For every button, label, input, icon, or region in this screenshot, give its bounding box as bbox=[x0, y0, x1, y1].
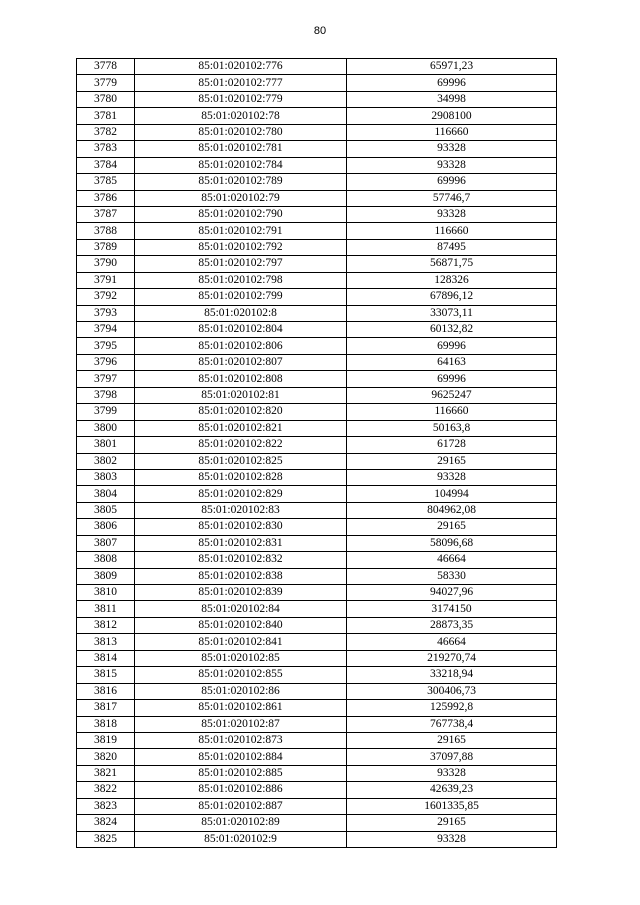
row-number-cell: 3804 bbox=[77, 486, 135, 502]
table-row bbox=[77, 552, 557, 568]
table-row bbox=[77, 108, 557, 124]
row-number-cell: 3819 bbox=[77, 732, 135, 748]
row-number-cell: 3816 bbox=[77, 683, 135, 699]
row-number-cell: 3800 bbox=[77, 420, 135, 436]
cadastral-number-cell: 85:01:020102:841 bbox=[135, 634, 347, 650]
value-cell: 1601335,85 bbox=[347, 798, 557, 814]
row-number-cell: 3807 bbox=[77, 535, 135, 551]
table-row bbox=[77, 437, 557, 453]
value-cell: 2908100 bbox=[347, 108, 557, 124]
table-row bbox=[77, 749, 557, 765]
table-row bbox=[77, 535, 557, 551]
cadastral-number-cell: 85:01:020102:8 bbox=[135, 305, 347, 321]
value-cell: 42639,23 bbox=[347, 782, 557, 798]
table-row bbox=[77, 387, 557, 403]
row-number-cell: 3779 bbox=[77, 75, 135, 91]
cadastral-number-cell: 85:01:020102:829 bbox=[135, 486, 347, 502]
value-cell: 93328 bbox=[347, 157, 557, 173]
value-cell: 804962,08 bbox=[347, 502, 557, 518]
table-row bbox=[77, 404, 557, 420]
table-row bbox=[77, 716, 557, 732]
table-row bbox=[77, 354, 557, 370]
table-row bbox=[77, 815, 557, 831]
row-number-cell: 3794 bbox=[77, 322, 135, 338]
value-cell: 125992,8 bbox=[347, 700, 557, 716]
cadastral-number-cell: 85:01:020102:779 bbox=[135, 91, 347, 107]
table-row bbox=[77, 732, 557, 748]
row-number-cell: 3803 bbox=[77, 469, 135, 485]
cadastral-number-cell: 85:01:020102:832 bbox=[135, 552, 347, 568]
row-number-cell: 3820 bbox=[77, 749, 135, 765]
row-number-cell: 3810 bbox=[77, 585, 135, 601]
value-cell: 9625247 bbox=[347, 387, 557, 403]
value-cell: 29165 bbox=[347, 732, 557, 748]
table-row bbox=[77, 223, 557, 239]
row-number-cell: 3782 bbox=[77, 124, 135, 140]
row-number-cell: 3780 bbox=[77, 91, 135, 107]
value-cell: 3174150 bbox=[347, 601, 557, 617]
row-number-cell: 3796 bbox=[77, 354, 135, 370]
cadastral-number-cell: 85:01:020102:799 bbox=[135, 289, 347, 305]
table-row bbox=[77, 141, 557, 157]
value-cell: 94027,96 bbox=[347, 585, 557, 601]
page-number: 80 bbox=[313, 25, 327, 37]
table-row bbox=[77, 634, 557, 650]
row-number-cell: 3778 bbox=[77, 59, 135, 75]
value-cell: 37097,88 bbox=[347, 749, 557, 765]
cadastral-number-cell: 85:01:020102:808 bbox=[135, 371, 347, 387]
row-number-cell: 3825 bbox=[77, 831, 135, 847]
row-number-cell: 3822 bbox=[77, 782, 135, 798]
table-row bbox=[77, 91, 557, 107]
row-number-cell: 3812 bbox=[77, 617, 135, 633]
value-cell: 69996 bbox=[347, 338, 557, 354]
cadastral-number-cell: 85:01:020102:831 bbox=[135, 535, 347, 551]
row-number-cell: 3824 bbox=[77, 815, 135, 831]
cadastral-number-cell: 85:01:020102:804 bbox=[135, 322, 347, 338]
cadastral-number-cell: 85:01:020102:791 bbox=[135, 223, 347, 239]
table-row bbox=[77, 190, 557, 206]
table-row bbox=[77, 239, 557, 255]
cadastral-number-cell: 85:01:020102:777 bbox=[135, 75, 347, 91]
row-number-cell: 3799 bbox=[77, 404, 135, 420]
table-row bbox=[77, 256, 557, 272]
value-cell: 58096,68 bbox=[347, 535, 557, 551]
value-cell: 69996 bbox=[347, 75, 557, 91]
cadastral-number-cell: 85:01:020102:780 bbox=[135, 124, 347, 140]
value-cell: 61728 bbox=[347, 437, 557, 453]
cadastral-number-cell: 85:01:020102:781 bbox=[135, 141, 347, 157]
cadastral-value-table bbox=[76, 58, 557, 848]
table-row bbox=[77, 338, 557, 354]
value-cell: 219270,74 bbox=[347, 650, 557, 666]
table-row bbox=[77, 75, 557, 91]
value-cell: 29165 bbox=[347, 453, 557, 469]
cadastral-number-cell: 85:01:020102:79 bbox=[135, 190, 347, 206]
value-cell: 56871,75 bbox=[347, 256, 557, 272]
value-cell: 64163 bbox=[347, 354, 557, 370]
row-number-cell: 3790 bbox=[77, 256, 135, 272]
cadastral-number-cell: 85:01:020102:790 bbox=[135, 206, 347, 222]
cadastral-number-cell: 85:01:020102:884 bbox=[135, 749, 347, 765]
table-row bbox=[77, 322, 557, 338]
table-row bbox=[77, 289, 557, 305]
table-row bbox=[77, 486, 557, 502]
row-number-cell: 3813 bbox=[77, 634, 135, 650]
row-number-cell: 3785 bbox=[77, 174, 135, 190]
row-number-cell: 3818 bbox=[77, 716, 135, 732]
cadastral-number-cell: 85:01:020102:86 bbox=[135, 683, 347, 699]
table-row bbox=[77, 124, 557, 140]
value-cell: 767738,4 bbox=[347, 716, 557, 732]
value-cell: 93328 bbox=[347, 765, 557, 781]
value-cell: 128326 bbox=[347, 272, 557, 288]
cadastral-number-cell: 85:01:020102:822 bbox=[135, 437, 347, 453]
cadastral-number-cell: 85:01:020102:885 bbox=[135, 765, 347, 781]
cadastral-number-cell: 85:01:020102:85 bbox=[135, 650, 347, 666]
table-row bbox=[77, 798, 557, 814]
cadastral-number-cell: 85:01:020102:828 bbox=[135, 469, 347, 485]
cadastral-number-cell: 85:01:020102:784 bbox=[135, 157, 347, 173]
value-cell: 93328 bbox=[347, 206, 557, 222]
value-cell: 69996 bbox=[347, 371, 557, 387]
value-cell: 300406,73 bbox=[347, 683, 557, 699]
row-number-cell: 3791 bbox=[77, 272, 135, 288]
value-cell: 33218,94 bbox=[347, 667, 557, 683]
table-row bbox=[77, 272, 557, 288]
cadastral-number-cell: 85:01:020102:840 bbox=[135, 617, 347, 633]
row-number-cell: 3802 bbox=[77, 453, 135, 469]
row-number-cell: 3797 bbox=[77, 371, 135, 387]
table-row bbox=[77, 667, 557, 683]
table-row bbox=[77, 765, 557, 781]
row-number-cell: 3792 bbox=[77, 289, 135, 305]
table-row bbox=[77, 585, 557, 601]
value-cell: 104994 bbox=[347, 486, 557, 502]
row-number-cell: 3781 bbox=[77, 108, 135, 124]
row-number-cell: 3801 bbox=[77, 437, 135, 453]
table-row bbox=[77, 469, 557, 485]
cadastral-number-cell: 85:01:020102:855 bbox=[135, 667, 347, 683]
value-cell: 116660 bbox=[347, 223, 557, 239]
table-row bbox=[77, 519, 557, 535]
row-number-cell: 3784 bbox=[77, 157, 135, 173]
table-row bbox=[77, 683, 557, 699]
cadastral-number-cell: 85:01:020102:776 bbox=[135, 59, 347, 75]
table-row bbox=[77, 650, 557, 666]
table-row bbox=[77, 502, 557, 518]
value-cell: 33073,11 bbox=[347, 305, 557, 321]
row-number-cell: 3788 bbox=[77, 223, 135, 239]
cadastral-number-cell: 85:01:020102:89 bbox=[135, 815, 347, 831]
row-number-cell: 3823 bbox=[77, 798, 135, 814]
table-row bbox=[77, 420, 557, 436]
table-row bbox=[77, 157, 557, 173]
row-number-cell: 3809 bbox=[77, 568, 135, 584]
row-number-cell: 3795 bbox=[77, 338, 135, 354]
cadastral-number-cell: 85:01:020102:839 bbox=[135, 585, 347, 601]
table-row bbox=[77, 453, 557, 469]
table-row bbox=[77, 206, 557, 222]
row-number-cell: 3814 bbox=[77, 650, 135, 666]
cadastral-number-cell: 85:01:020102:792 bbox=[135, 239, 347, 255]
row-number-cell: 3787 bbox=[77, 206, 135, 222]
cadastral-number-cell: 85:01:020102:78 bbox=[135, 108, 347, 124]
table-row bbox=[77, 305, 557, 321]
value-cell: 93328 bbox=[347, 141, 557, 157]
value-cell: 29165 bbox=[347, 815, 557, 831]
table-row bbox=[77, 831, 557, 847]
table-row bbox=[77, 601, 557, 617]
cadastral-number-cell: 85:01:020102:83 bbox=[135, 502, 347, 518]
cadastral-number-cell: 85:01:020102:806 bbox=[135, 338, 347, 354]
table-row bbox=[77, 371, 557, 387]
row-number-cell: 3806 bbox=[77, 519, 135, 535]
value-cell: 93328 bbox=[347, 831, 557, 847]
cadastral-number-cell: 85:01:020102:798 bbox=[135, 272, 347, 288]
value-cell: 34998 bbox=[347, 91, 557, 107]
cadastral-number-cell: 85:01:020102:861 bbox=[135, 700, 347, 716]
row-number-cell: 3815 bbox=[77, 667, 135, 683]
cadastral-number-cell: 85:01:020102:9 bbox=[135, 831, 347, 847]
row-number-cell: 3811 bbox=[77, 601, 135, 617]
cadastral-number-cell: 85:01:020102:821 bbox=[135, 420, 347, 436]
table-row bbox=[77, 782, 557, 798]
row-number-cell: 3808 bbox=[77, 552, 135, 568]
row-number-cell: 3783 bbox=[77, 141, 135, 157]
row-number-cell: 3798 bbox=[77, 387, 135, 403]
row-number-cell: 3817 bbox=[77, 700, 135, 716]
table-body bbox=[77, 59, 557, 848]
cadastral-number-cell: 85:01:020102:830 bbox=[135, 519, 347, 535]
cadastral-number-cell: 85:01:020102:838 bbox=[135, 568, 347, 584]
value-cell: 116660 bbox=[347, 124, 557, 140]
value-cell: 69996 bbox=[347, 174, 557, 190]
value-cell: 46664 bbox=[347, 634, 557, 650]
table-row bbox=[77, 174, 557, 190]
cadastral-number-cell: 85:01:020102:820 bbox=[135, 404, 347, 420]
value-cell: 60132,82 bbox=[347, 322, 557, 338]
row-number-cell: 3793 bbox=[77, 305, 135, 321]
table-row bbox=[77, 568, 557, 584]
row-number-cell: 3805 bbox=[77, 502, 135, 518]
cadastral-number-cell: 85:01:020102:789 bbox=[135, 174, 347, 190]
row-number-cell: 3789 bbox=[77, 239, 135, 255]
value-cell: 28873,35 bbox=[347, 617, 557, 633]
cadastral-number-cell: 85:01:020102:797 bbox=[135, 256, 347, 272]
cadastral-number-cell: 85:01:020102:807 bbox=[135, 354, 347, 370]
value-cell: 65971,23 bbox=[347, 59, 557, 75]
row-number-cell: 3821 bbox=[77, 765, 135, 781]
cadastral-number-cell: 85:01:020102:886 bbox=[135, 782, 347, 798]
value-cell: 93328 bbox=[347, 469, 557, 485]
value-cell: 29165 bbox=[347, 519, 557, 535]
value-cell: 116660 bbox=[347, 404, 557, 420]
table-row bbox=[77, 59, 557, 75]
cadastral-number-cell: 85:01:020102:825 bbox=[135, 453, 347, 469]
cadastral-number-cell: 85:01:020102:873 bbox=[135, 732, 347, 748]
cadastral-number-cell: 85:01:020102:887 bbox=[135, 798, 347, 814]
cadastral-number-cell: 85:01:020102:87 bbox=[135, 716, 347, 732]
value-cell: 67896,12 bbox=[347, 289, 557, 305]
value-cell: 87495 bbox=[347, 239, 557, 255]
table-row bbox=[77, 617, 557, 633]
cadastral-number-cell: 85:01:020102:84 bbox=[135, 601, 347, 617]
row-number-cell: 3786 bbox=[77, 190, 135, 206]
value-cell: 57746,7 bbox=[347, 190, 557, 206]
value-cell: 58330 bbox=[347, 568, 557, 584]
cadastral-number-cell: 85:01:020102:81 bbox=[135, 387, 347, 403]
value-cell: 46664 bbox=[347, 552, 557, 568]
value-cell: 50163,8 bbox=[347, 420, 557, 436]
table-row bbox=[77, 700, 557, 716]
